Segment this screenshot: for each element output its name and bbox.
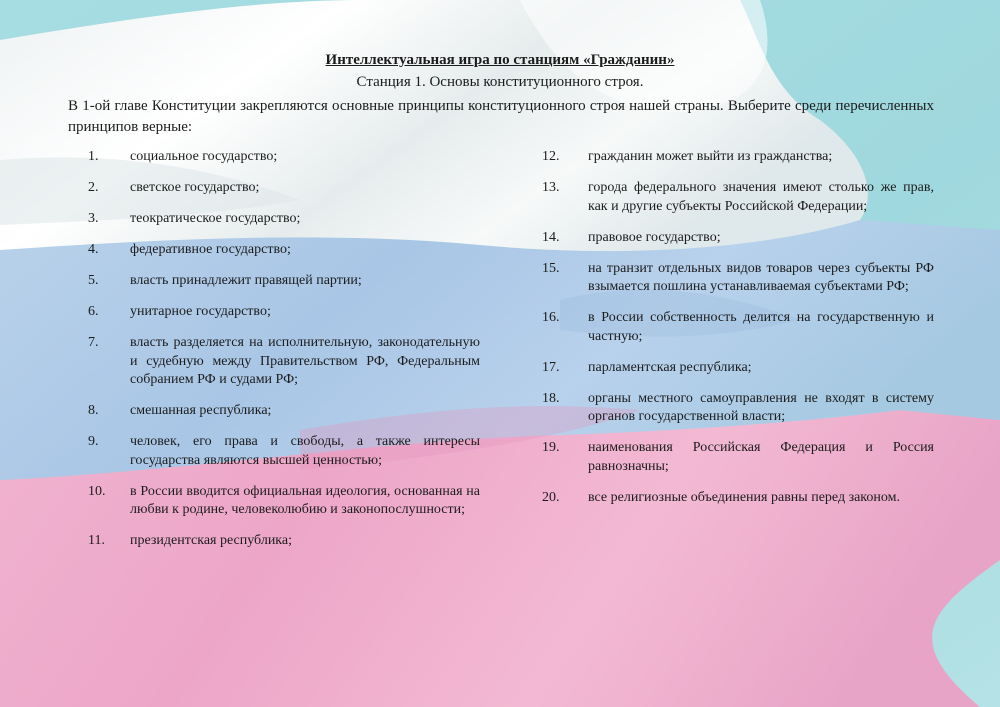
item-number: 12. [542, 149, 560, 164]
item-text: смешанная республика; [130, 403, 272, 418]
item-text: светское государство; [130, 180, 260, 195]
item-text: президентская республика; [130, 533, 293, 548]
item-number: 8. [88, 403, 99, 418]
item-text: в России собственность делится на государственную и частную; [588, 310, 934, 344]
item-text: власть принадлежит правящей партии; [130, 273, 362, 288]
item-text: унитарное государство; [130, 304, 271, 319]
item-text: города федерального значения имеют столько же прав, как и другие субъекты Российской Федерации; [588, 180, 934, 214]
item-number: 5. [88, 273, 99, 288]
item-number: 3. [88, 211, 99, 226]
item-text: федеративное государство; [130, 242, 291, 257]
item-number: 7. [88, 335, 99, 350]
item-number: 9. [88, 434, 99, 449]
item-number: 6. [88, 304, 99, 319]
item-text: власть разделяется на исполнительную, законодательную и судебную между Правительством РФ, Федеральным собранием РФ и судами РФ; [130, 335, 480, 387]
item-number: 15. [542, 260, 560, 276]
document-subtitle: Станция 1. Основы конституционного строя. [356, 74, 644, 90]
item-text: все религиозные объединения равны перед законом. [588, 489, 900, 505]
list-item [530, 148, 934, 167]
item-text: гражданин может выйти из гражданства; [588, 149, 833, 164]
item-text: человек, его права и свободы, а также интересы государства являются высшей ценностью; [130, 434, 480, 468]
principles-list-left [72, 148, 480, 563]
list-item [72, 272, 480, 291]
list-item [530, 229, 934, 248]
item-text: на транзит отдельных видов товаров через субъекты РФ взымается пошлина устанавливаемая субъектами РФ; [588, 260, 934, 294]
item-number: 13. [542, 180, 560, 195]
item-number: 18. [542, 390, 560, 406]
list-item [72, 532, 480, 551]
item-number: 19. [542, 440, 560, 455]
list-item [72, 148, 480, 167]
list-item [530, 439, 934, 476]
item-number: 11. [88, 533, 105, 548]
item-text: наименования Российская Федерация и Россия равнозначны; [588, 440, 934, 474]
item-number: 4. [88, 242, 99, 257]
item-text: социальное государство; [130, 149, 278, 164]
item-number: 17. [542, 359, 560, 375]
intro-paragraph: В 1-ой главе Конституции закрепляются основные принципы конституционного строя нашей страны. Выберите среди перечисленных принципов верные: [68, 98, 934, 135]
list-item [530, 260, 934, 297]
item-text: парламентская республика; [588, 359, 752, 375]
list-item [72, 483, 480, 520]
list-item [72, 402, 480, 421]
list-item [72, 179, 480, 198]
item-text: органы местного самоуправления не входят в систему органов государственной власти; [588, 390, 934, 424]
item-number: 20. [542, 489, 560, 505]
item-number: 2. [88, 180, 99, 195]
list-item [530, 489, 934, 508]
principles-list-right [530, 148, 934, 520]
list-item [530, 359, 934, 378]
item-text: теократическое государство; [130, 211, 301, 226]
list-item [530, 179, 934, 216]
item-number: 16. [542, 310, 560, 325]
list-item [72, 210, 480, 229]
list-item [530, 309, 934, 346]
list-item [72, 303, 480, 322]
item-number: 1. [88, 149, 99, 164]
item-text: правовое государство; [588, 229, 721, 245]
list-item [72, 433, 480, 470]
document-title: Интеллектуальная игра по станциям «Гражданин» [325, 52, 675, 68]
item-number: 10. [88, 483, 106, 499]
item-text: в России вводится официальная идеология, основанная на любви к родине, человеколюбию и законопослушности; [130, 483, 480, 517]
list-item [72, 334, 480, 390]
list-item [72, 241, 480, 260]
item-number: 14. [542, 229, 560, 245]
list-item [530, 390, 934, 427]
